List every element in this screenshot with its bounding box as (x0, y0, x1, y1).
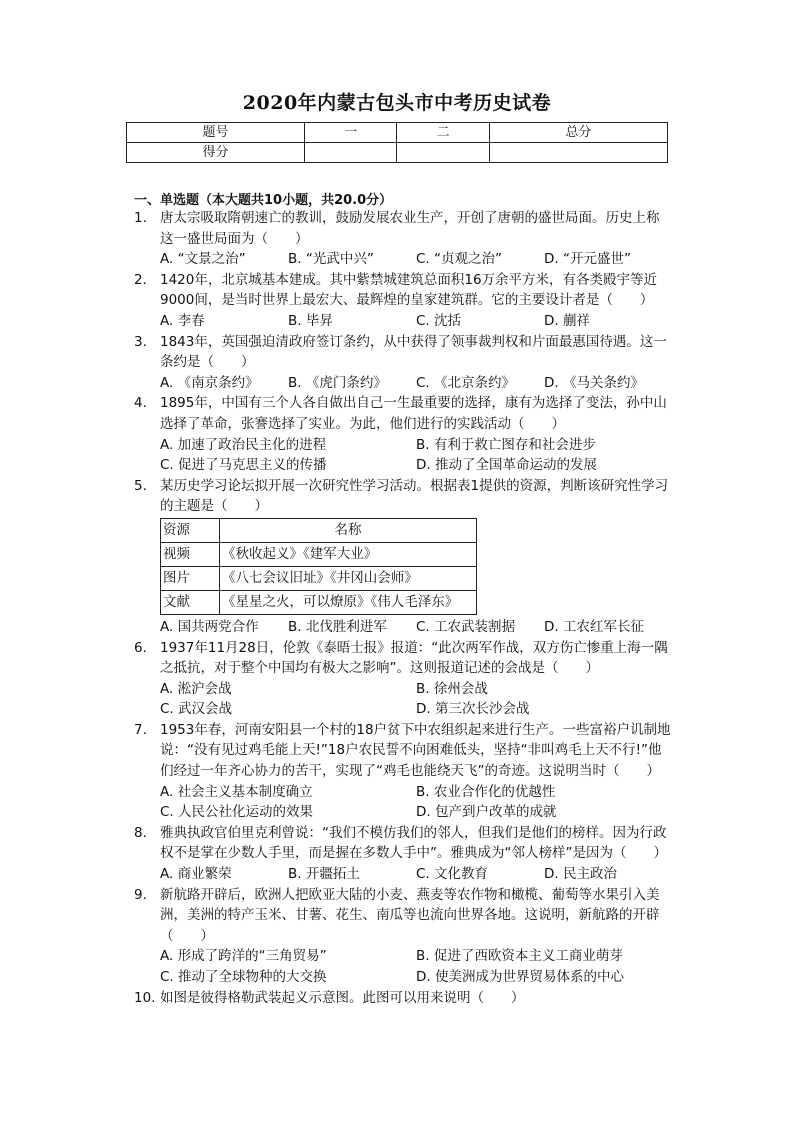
option-b: B. 促进了西欧资本主义工商业萌芽 (416, 948, 623, 965)
question-list (132, 208, 672, 1008)
question-1 (132, 208, 672, 270)
resource-table-row (161, 542, 477, 566)
question-4 (132, 393, 672, 475)
score-header-cell: 题号 (127, 123, 305, 143)
option-d: D. 民主政治 (544, 866, 617, 883)
option-b: B. 毕昇 (288, 312, 333, 329)
question-number: 4. (134, 395, 147, 412)
resource-table-cell: 《八七会议旧址》《井冈山会师》 (220, 566, 477, 590)
option-b: B. 农业合作化的优越性 (416, 783, 556, 800)
option-c: C. 人民公社化运动的效果 (160, 804, 314, 821)
score-cell (305, 143, 397, 163)
option-a: A. 国共两党合作 (160, 618, 259, 635)
question-text: 如图是彼得格勒武装起义示意图。此图可以用来说明（ ） (160, 989, 525, 1006)
option-a: A. “文景之治” (160, 251, 246, 268)
option-d: D. 包产到户改革的成就 (416, 804, 557, 821)
option-c: C. 文化教育 (416, 866, 489, 883)
question-text: 1953年春，河南安阳县一个村的18户贫下中农组织起来进行生产。一些富裕户讥制地说：“没有见过鸡毛能上天!”18户农民誓不向困难低头，坚持“非叫鸡毛上天不行!”他们经过一年齐心协力的苦干，实现了“鸡毛也能绕天飞”的奇迹。这说明当时（ ） (160, 721, 671, 780)
score-table-row (127, 143, 668, 163)
option-c: C. 武汉会战 (160, 701, 233, 718)
options (160, 373, 672, 394)
option-c: C. “贞观之治” (416, 251, 502, 268)
question-text: 1895年，中国有三个人各自做出自己一生最重要的选择，康有为选择了变法，孙中山选择了革命，张謇选择了实业。为此，他们进行的实践活动（ ） (160, 395, 667, 432)
question-number: 5. (134, 477, 147, 494)
question-number: 10. (134, 989, 156, 1006)
resource-table-cell: 《星星之火，可以燎原》《伟人毛泽东》 (220, 590, 477, 614)
option-b: B. 开疆拓土 (288, 866, 360, 883)
exam-title: 2020年内蒙古包头市中考历史试卷 (242, 92, 552, 114)
score-table (126, 122, 668, 163)
option-d: D. 第三次长沙会战 (416, 701, 530, 718)
resource-table-row (161, 590, 477, 614)
options (160, 679, 672, 720)
option-b: B. 徐州会战 (416, 680, 488, 697)
option-b: B. 北伐胜利进军 (288, 618, 387, 635)
option-c: C. 沈括 (416, 312, 462, 329)
option-c: C. 促进了马克思主义的传播 (160, 457, 327, 474)
score-header-cell: 二 (397, 123, 489, 143)
option-a: A. 李春 (160, 312, 205, 329)
question-9 (132, 885, 672, 988)
option-d: D. 蒯祥 (544, 312, 590, 329)
resource-table-header-cell: 名称 (220, 518, 477, 542)
resource-table-cell: 文献 (161, 590, 220, 614)
question-number: 3. (134, 333, 147, 350)
option-b: B. 《虎门条约》 (288, 374, 387, 391)
question-8 (132, 823, 672, 885)
question-text: 唐太宗吸取隋朝速亡的教训，鼓励发展农业生产，开创了唐朝的盛世局面。历史上称这一盛世局面为（ ） (160, 210, 660, 247)
score-cell (489, 143, 667, 163)
score-header-cell: 一 (305, 123, 397, 143)
question-text: 1420年，北京城基本建成。其中紫禁城建筑总面积16万余平方米，有各类殿宇等近9000间，是当时世界上最宏大、最辉煌的皇家建筑群。它的主要设计者是（ ） (160, 271, 658, 309)
option-a: A. 商业繁荣 (160, 866, 232, 883)
question-number: 1. (134, 210, 147, 226)
option-c: C. 工农武装割据 (416, 618, 516, 635)
question-10 (132, 988, 672, 1009)
option-a: A. 淞沪会战 (160, 680, 232, 697)
question-text: 1937年11月28日，伦敦《泰晤士报》报道：“此次两军作战，双方伤亡惨重上海一隅之抵抗，对于整个中国均有极大之影响”。这则报道记述的会战是（ ） (160, 639, 668, 677)
option-b: B. 有利于救亡图存和社会进步 (416, 436, 596, 453)
options (160, 864, 672, 885)
question-text: 1843年，英国强迫清政府签订条约，从中获得了领事裁判权和片面最惠国待遇。这一条约是（ ） (160, 333, 667, 371)
options (160, 435, 672, 476)
question-number: 8. (134, 824, 147, 841)
question-5 (132, 476, 672, 638)
score-table-header-row (127, 123, 668, 143)
question-number: 2. (134, 271, 147, 288)
score-cell: 得分 (127, 143, 305, 163)
question-number: 6. (134, 639, 147, 656)
score-cell (397, 143, 489, 163)
resource-table (160, 518, 477, 615)
question-7 (132, 720, 672, 823)
question-text: 雅典执政官伯里克利曾说：“我们不模仿我们的邻人，但我们是他们的榜样。因为行政权不是掌在少数人手里，而是握在多数人手中”。雅典成为“邻人榜样”是因为（ ） (160, 824, 667, 862)
options (160, 311, 672, 332)
option-a: A. 形成了跨洋的“三角贸易” (160, 948, 327, 965)
option-d: D. “开元盛世” (544, 251, 631, 268)
options (160, 946, 672, 987)
option-c: C. 《北京条约》 (416, 374, 516, 391)
resource-table-cell: 视频 (161, 542, 220, 566)
resource-table-header-cell: 资源 (161, 518, 220, 542)
question-number: 7. (134, 721, 147, 738)
question-text: 新航路开辟后，欧洲人把欧亚大陆的小麦、燕麦等农作物和橄榄、葡萄等水果引入美洲，美洲的特产玉米、甘薯、花生、南瓜等也流向世界各地。这说明，新航路的开辟（ ） (160, 886, 660, 944)
question-number: 9. (134, 886, 147, 903)
resource-table-row (161, 566, 477, 590)
resource-table-header-row (161, 518, 477, 542)
option-d: D. 《马关条约》 (544, 374, 644, 391)
option-a: A. 《南京条约》 (160, 374, 259, 391)
question-text: 某历史学习论坛拟开展一次研究性学习活动。根据表1提供的资源，判断该研究性学习的主题是（ ） (160, 477, 669, 515)
section-heading: 一、单选题（本大题共10小题，共20.0分） (134, 193, 393, 208)
question-2 (132, 270, 672, 332)
resource-table-cell: 《秋收起义》《建军大业》 (220, 542, 477, 566)
option-c: C. 推动了全球物种的大交换 (160, 969, 327, 985)
option-d: D. 工农红军长征 (544, 618, 644, 635)
option-a: A. 社会主义基本制度确立 (160, 783, 313, 800)
option-d: D. 使美洲成为世界贸易体系的中心 (416, 969, 624, 985)
resource-table-cell: 图片 (161, 566, 220, 590)
option-d: D. 推动了全国革命运动的发展 (416, 457, 597, 474)
options (160, 617, 672, 638)
score-header-cell: 总分 (489, 123, 667, 143)
option-a: A. 加速了政治民主化的进程 (160, 436, 327, 453)
question-3 (132, 332, 672, 394)
option-b: B. “光武中兴” (288, 251, 374, 268)
options (160, 249, 672, 270)
options (160, 782, 672, 823)
question-6 (132, 638, 672, 720)
